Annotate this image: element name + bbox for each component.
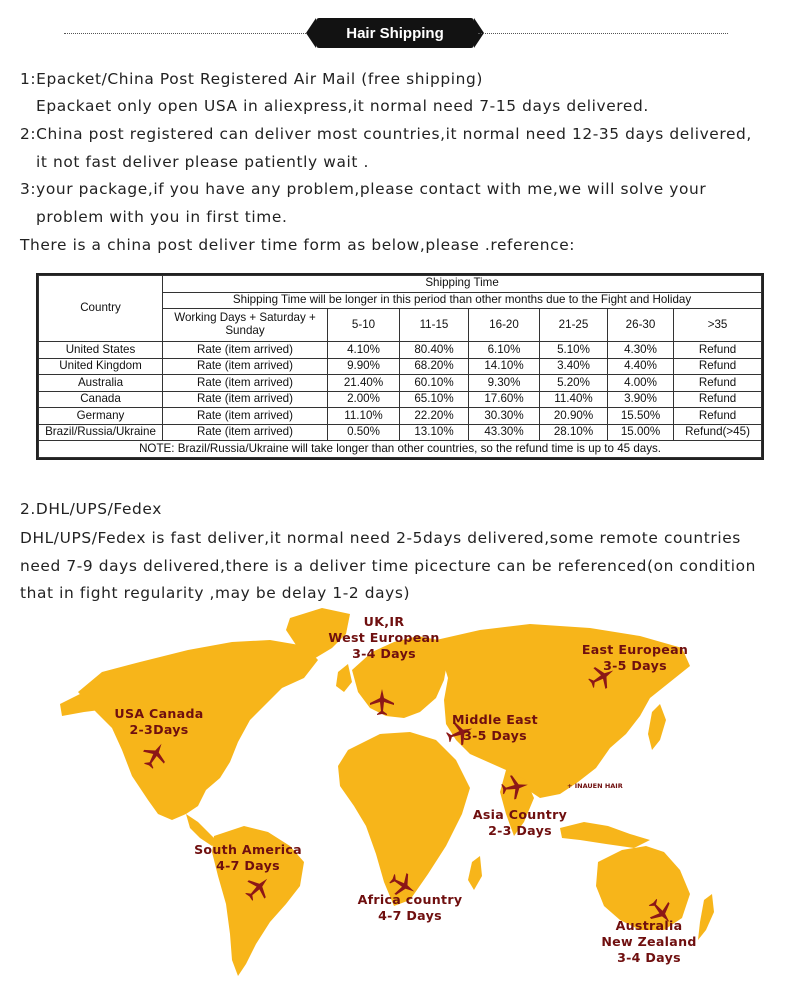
header-divider-right bbox=[478, 33, 728, 34]
value-cell: 28.10% bbox=[540, 424, 608, 441]
table-row bbox=[39, 391, 762, 408]
value-cell: 3.90% bbox=[608, 391, 674, 408]
region-days: 3-5 Days bbox=[463, 728, 527, 743]
value-cell: Refund bbox=[674, 342, 762, 359]
range-header: >35 bbox=[674, 309, 762, 342]
table-row bbox=[39, 375, 762, 392]
region-name: South America bbox=[194, 842, 302, 857]
country-cell: Australia bbox=[39, 375, 163, 392]
table-row bbox=[39, 408, 762, 425]
value-cell: 11.10% bbox=[328, 408, 400, 425]
region-days: 3-5 Days bbox=[603, 658, 667, 673]
world-delivery-map bbox=[0, 600, 800, 983]
epacket-line-1: 1:Epacket/China Post Registered Air Mail (free shipping) bbox=[20, 70, 483, 88]
china-post-line-1: 2:China post registered can deliver most countries,it normal need 12-35 days delivered, bbox=[20, 125, 752, 143]
value-cell: 80.40% bbox=[400, 342, 469, 359]
value-cell: 4.40% bbox=[608, 358, 674, 375]
country-cell: Canada bbox=[39, 391, 163, 408]
section-title-tab bbox=[316, 18, 474, 48]
airplane-icon bbox=[367, 687, 397, 717]
rate-cell: Rate (item arrived) bbox=[163, 408, 328, 425]
rate-cell: Rate (item arrived) bbox=[163, 391, 328, 408]
value-cell: 14.10% bbox=[469, 358, 540, 375]
region-sub: West European bbox=[328, 630, 440, 645]
value-cell: Refund bbox=[674, 408, 762, 425]
value-cell: 9.90% bbox=[328, 358, 400, 375]
region-days: 4-7 Days bbox=[378, 908, 442, 923]
table-row bbox=[39, 358, 762, 375]
value-cell: 13.10% bbox=[400, 424, 469, 441]
brand-watermark: + INAUEN HAIR bbox=[567, 782, 623, 790]
range-header: 16-20 bbox=[469, 309, 540, 342]
value-cell: 4.30% bbox=[608, 342, 674, 359]
airplane-icon bbox=[500, 772, 530, 802]
header-divider-left bbox=[64, 33, 318, 34]
table-row bbox=[39, 342, 762, 359]
value-cell: Refund bbox=[674, 358, 762, 375]
region-sub: New Zealand bbox=[601, 934, 697, 949]
shipping-time-table bbox=[38, 275, 762, 458]
uk-landmass bbox=[336, 664, 352, 692]
value-cell: 9.30% bbox=[469, 375, 540, 392]
value-cell: 43.30% bbox=[469, 424, 540, 441]
shipping-time-header: Shipping Time bbox=[163, 276, 762, 293]
region-days: 3-4 Days bbox=[617, 950, 681, 965]
rate-cell: Rate (item arrived) bbox=[163, 424, 328, 441]
value-cell: 4.00% bbox=[608, 375, 674, 392]
value-cell: 30.30% bbox=[469, 408, 540, 425]
express-line-2: need 7-9 days delivered,there is a deliver time picecture can be referenced(on condition bbox=[20, 557, 756, 575]
china-post-line-2: it not fast deliver please patiently wait . bbox=[36, 153, 369, 171]
value-cell: Refund bbox=[674, 375, 762, 392]
range-header: 26-30 bbox=[608, 309, 674, 342]
country-header: Country bbox=[39, 276, 163, 342]
value-cell: 5.10% bbox=[540, 342, 608, 359]
region-name: Middle East bbox=[451, 712, 539, 727]
holiday-note-header: Shipping Time will be longer in this period than other months due to the Fight and Holiday bbox=[163, 292, 762, 309]
express-title: 2.DHL/UPS/Fedex bbox=[20, 500, 162, 518]
table-row bbox=[39, 424, 762, 441]
region-name: Africa country bbox=[357, 892, 463, 907]
range-header: 5-10 bbox=[328, 309, 400, 342]
value-cell: 2.00% bbox=[328, 391, 400, 408]
map-label-south-america bbox=[188, 842, 308, 874]
region-name: Australia bbox=[615, 918, 683, 933]
value-cell: Refund(>45) bbox=[674, 424, 762, 441]
map-label-usa-canada bbox=[104, 706, 214, 738]
epacket-line-2: Epackaet only open USA in aliexpress,it normal need 7-15 days delivered. bbox=[36, 97, 649, 115]
map-label-asia bbox=[462, 807, 578, 839]
map-label-west-europe bbox=[322, 614, 446, 662]
table-footnote: NOTE: Brazil/Russia/Ukraine will take longer than other countries, so the refund time is up to 45 days. bbox=[39, 441, 762, 458]
value-cell: 68.20% bbox=[400, 358, 469, 375]
form-intro-line: There is a china post deliver time form as below,please .reference: bbox=[20, 236, 576, 254]
value-cell: 11.40% bbox=[540, 391, 608, 408]
rate-cell: Rate (item arrived) bbox=[163, 342, 328, 359]
value-cell: 3.40% bbox=[540, 358, 608, 375]
range-header: 11-15 bbox=[400, 309, 469, 342]
region-days: 2-3Days bbox=[129, 722, 189, 737]
express-line-3: that in fight regularity ,may be delay 1-2 days) bbox=[20, 584, 411, 602]
map-label-east-europe bbox=[573, 642, 697, 674]
region-name: USA Canada bbox=[114, 706, 204, 721]
map-label-africa bbox=[348, 892, 472, 924]
express-line-1: DHL/UPS/Fedex is fast deliver,it normal need 2-5days delivered,some remote countries bbox=[20, 529, 741, 547]
region-days: 4-7 Days bbox=[216, 858, 280, 873]
brand-text: INAUEN HAIR bbox=[574, 782, 623, 790]
rate-cell: Rate (item arrived) bbox=[163, 358, 328, 375]
region-name: Asia Country bbox=[472, 807, 568, 822]
value-cell: 15.50% bbox=[608, 408, 674, 425]
japan-landmass bbox=[648, 704, 666, 750]
map-label-australia bbox=[594, 918, 704, 966]
value-cell: 4.10% bbox=[328, 342, 400, 359]
value-cell: 17.60% bbox=[469, 391, 540, 408]
country-cell: Brazil/Russia/Ukraine bbox=[39, 424, 163, 441]
value-cell: 5.20% bbox=[540, 375, 608, 392]
value-cell: 60.10% bbox=[400, 375, 469, 392]
region-days: 3-4 Days bbox=[352, 646, 416, 661]
problem-line-1: 3:your package,if you have any problem,please contact with me,we will solve your bbox=[20, 180, 707, 198]
working-days-header: Working Days + Saturday + Sunday bbox=[163, 309, 328, 342]
country-cell: United Kingdom bbox=[39, 358, 163, 375]
value-cell: 21.40% bbox=[328, 375, 400, 392]
airplane-icon bbox=[243, 873, 273, 903]
value-cell: 22.20% bbox=[400, 408, 469, 425]
problem-line-2: problem with you in first time. bbox=[36, 208, 288, 226]
value-cell: 15.00% bbox=[608, 424, 674, 441]
map-label-middle-east bbox=[440, 712, 550, 744]
region-name: UK,IR bbox=[363, 614, 405, 629]
region-days: 2-3 Days bbox=[488, 823, 552, 838]
country-cell: Germany bbox=[39, 408, 163, 425]
country-cell: United States bbox=[39, 342, 163, 359]
value-cell: 65.10% bbox=[400, 391, 469, 408]
value-cell: 0.50% bbox=[328, 424, 400, 441]
value-cell: 20.90% bbox=[540, 408, 608, 425]
value-cell: 6.10% bbox=[469, 342, 540, 359]
region-name: East European bbox=[581, 642, 689, 657]
madagascar-landmass bbox=[468, 856, 482, 890]
rate-cell: Rate (item arrived) bbox=[163, 375, 328, 392]
value-cell: Refund bbox=[674, 391, 762, 408]
airplane-icon bbox=[140, 740, 170, 770]
section-title: Hair Shipping bbox=[346, 24, 444, 42]
range-header: 21-25 bbox=[540, 309, 608, 342]
